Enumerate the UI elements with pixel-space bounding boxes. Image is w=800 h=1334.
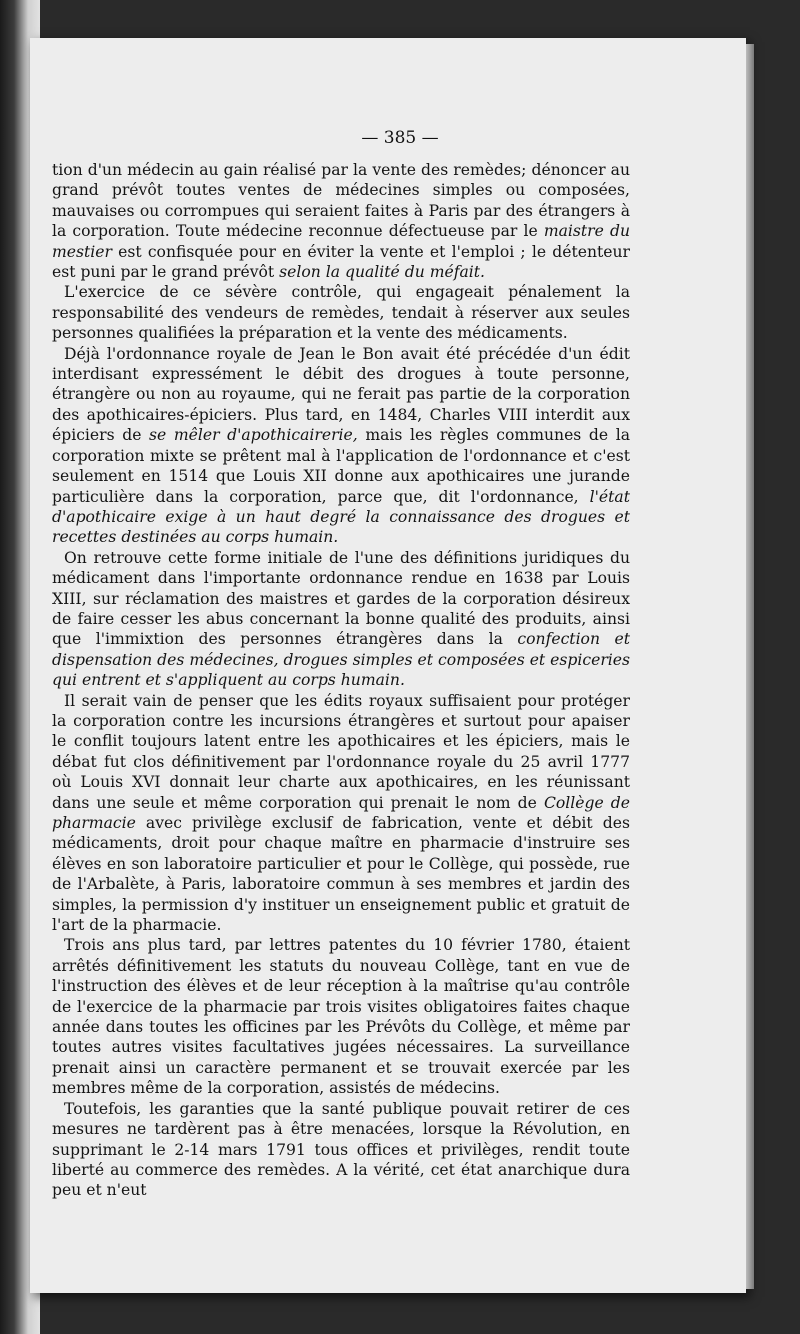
text-run: Déjà l'ordonnance royale de Jean le Bon avait été précédée d'un édit interdisant expressément le débit des drogues à toute personne, étrangère ou non au royaume, qui ne ferait pas partie de la corporation des apothicaires-épiciers. Plus tard, en 1484, Charles VIII interdit aux épiciers de xyxy=(52,344,630,445)
text-run: Trois ans plus tard, par lettres patentes du 10 février 1780, étaient arrêtés définitivement les statuts du nouveau Collège, tant en vue de l'instruction des élèves et de leur réception à la maîtrise qu'au contrôle de l'exercice de la pharmacie par trois visites obligatoires faites chaque année dans toutes les officines par les Prévôts du Collège, et même par toutes autres visites facultatives jugées nécessaires. La surveillance prenait ainsi un caractère permanent et se trouvait exercée par les membres même de la corporation, assistés de médecins. xyxy=(52,936,630,1098)
italic-text: Collège de pharmacie xyxy=(52,793,630,832)
italic-text: confection et dispensation des médecines, drogues simples et composées et espiceries qui entrent et s'appliquent au corps humain. xyxy=(52,630,630,690)
paragraph xyxy=(52,548,630,691)
italic-text: se mêler d'apothicairerie, xyxy=(149,426,358,445)
paragraph xyxy=(52,1099,630,1201)
text-run: Toutefois, les garanties que la santé publique pouvait retirer de ces mesures ne tardèrent pas à être menacées, lorsque la Révolution, en supprimant le 2-14 mars 1791 tous offices et privilèges, rendit toute liberté au commerce des remèdes. A la vérité, cet état anarchique dura peu et n'eut xyxy=(52,1099,630,1200)
paragraph xyxy=(52,344,630,548)
italic-text: selon la qualité du méfait. xyxy=(279,263,486,282)
page-stack-edge xyxy=(746,44,754,1289)
paragraph xyxy=(52,935,630,1098)
text-run: Il serait vain de penser que les édits royaux suffisaient pour protéger la corporation contre les incursions étrangères et surtout pour apaiser le conflit toujours latent entre les apothicaires et les épiciers, mais le débat fut clos définitivement par l'ordonnance royale du 25 avril 1777 où Louis XVI donnait leur charte aux apothicaires, en les réunissant dans une seule et même corporation qui prenait le nom de xyxy=(52,691,630,812)
paragraph xyxy=(52,160,630,282)
paragraph xyxy=(52,691,630,936)
body-text xyxy=(52,160,630,1201)
text-run: L'exercice de ce sévère contrôle, qui engageait pénalement la responsabilité des vendeurs de remèdes, tendait à réserver aux seules personnes qualifiées la préparation et la vente des médicaments. xyxy=(52,283,630,343)
paragraph xyxy=(52,282,630,343)
text-run: mais les règles communes de la corporation mixte se prêtent mal à l'application de l'ordonnance et c'est seulement en 1514 que Louis XII donne aux apothicaires une jurande particulière dans la corporation, parce que, dit l'ordonnance, xyxy=(52,426,631,506)
text-run: tion d'un médecin au gain réalisé par la vente des remèdes; dénoncer au grand prévôt toutes ventes de médecines simples ou composées, mauvaises ou corrompues qui seraient faites à Paris par des étrangers à la corporation. Toute médecine reconnue défectueuse par le xyxy=(52,161,630,241)
text-run: avec privilège exclusif de fabrication, vente et débit des médicaments, droit pour chaque maître en pharmacie d'instruire ses élèves en son laboratoire particulier et pour le Collège, qui possède, rue de l'Arbalète, à Paris, laboratoire commun à ses membres et jardin des simples, la permission d'y instituer un enseignement public et gratuit de l'art de la pharmacie. xyxy=(52,814,630,935)
text-run: est confisquée pour en éviter la vente et l'emploi ; le détenteur est puni par le grand prévôt xyxy=(52,242,630,282)
italic-text: maistre du mestier xyxy=(52,222,630,261)
text-run: On retrouve cette forme initiale de l'une des définitions juridiques du médicament dans l'importante ordonnance rendue en 1638 par Louis XIII, sur réclamation des maistres et gardes de la corporation désireux de faire cesser les abus concernant la bonne qualité des produits, ainsi que l'immixtion des personnes étrangères dans la xyxy=(52,548,630,649)
page-number: — 385 — xyxy=(361,128,439,148)
italic-text: l'état d'apothicaire exige à un haut degré la connaissance des drogues et recettes destinées au corps humain. xyxy=(52,487,630,547)
